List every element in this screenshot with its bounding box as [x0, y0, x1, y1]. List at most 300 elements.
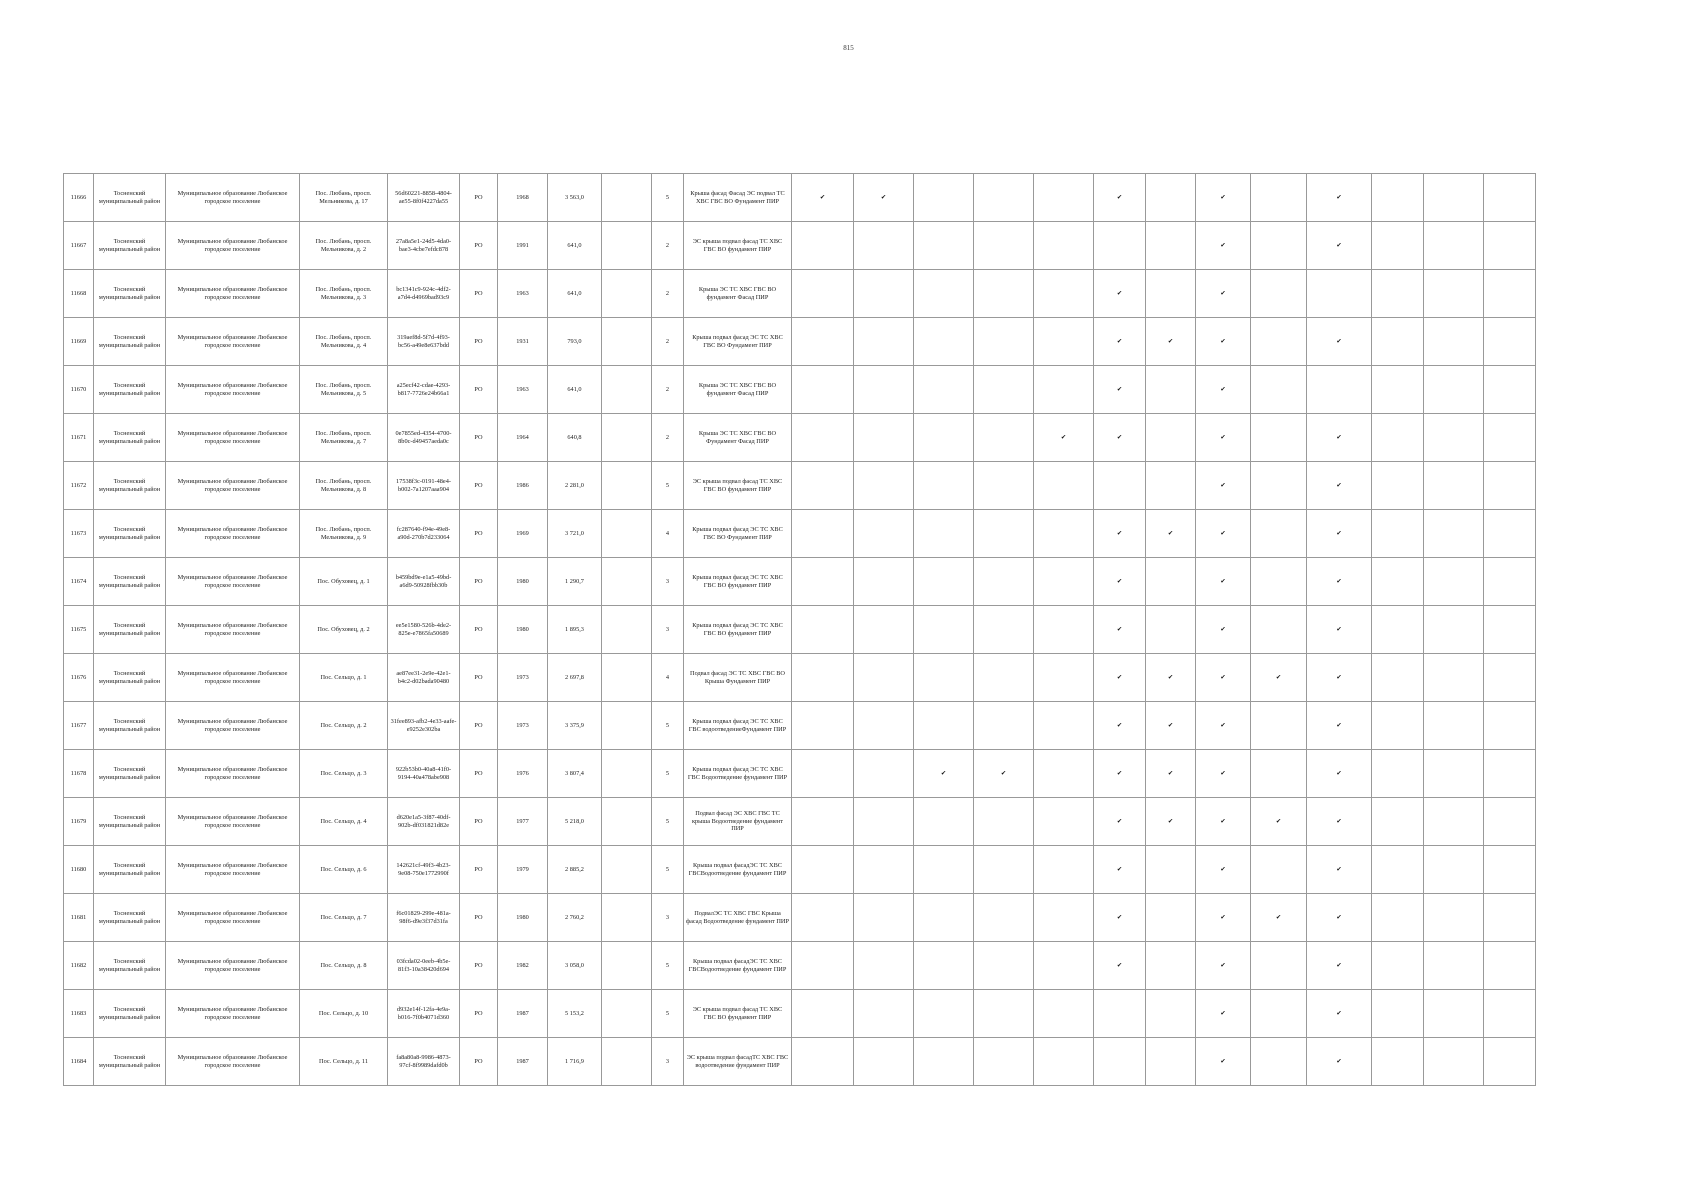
cell-empty: [1424, 414, 1484, 462]
check-mark-icon: ✔: [1094, 174, 1146, 222]
cell-empty: [1372, 750, 1424, 798]
check-mark-icon: ✔: [1094, 510, 1146, 558]
cell-type: РО: [460, 702, 498, 750]
cell-address: Пос. Любань, просп. Мельникова, д. 3: [300, 270, 388, 318]
cell-area: 1 716,9: [548, 1038, 602, 1086]
cell-empty: [1372, 798, 1424, 846]
cell-num: 11679: [64, 798, 94, 846]
cell-empty1: [602, 414, 652, 462]
check-mark-icon: ✔: [1307, 846, 1372, 894]
check-mark-icon: ✔: [1196, 654, 1251, 702]
check-mark-icon: ✔: [1307, 702, 1372, 750]
cell-empty: [1034, 1038, 1094, 1086]
cell-empty: [1372, 558, 1424, 606]
cell-district: Тосненский муниципальный район: [94, 558, 166, 606]
table-row: [64, 366, 1536, 414]
cell-empty: [1251, 1038, 1307, 1086]
cell-empty: [974, 702, 1034, 750]
cell-empty: [1146, 606, 1196, 654]
cell-works: Крыша подвал фасад ЭС ТС ХВС ГВС ВО фундамент ПИР: [684, 558, 792, 606]
check-mark-icon: ✔: [1307, 414, 1372, 462]
table-row: [64, 1038, 1536, 1086]
cell-area: 5 153,2: [548, 990, 602, 1038]
check-mark-icon: ✔: [1146, 750, 1196, 798]
cell-code: b459bd9e-e1a5-49bd-a6d9-50928fbb30b: [388, 558, 460, 606]
cell-municipality: Муниципальное образование Любанское городское поселение: [166, 174, 300, 222]
table-row: [64, 894, 1536, 942]
cell-empty: [792, 750, 854, 798]
cell-empty1: [602, 894, 652, 942]
cell-code: 31fee893-afb2-4e33-aafe-e9252e302ba: [388, 702, 460, 750]
cell-type: РО: [460, 846, 498, 894]
check-mark-icon: ✔: [1094, 270, 1146, 318]
cell-empty: [1424, 990, 1484, 1038]
cell-num: 11683: [64, 990, 94, 1038]
cell-district: Тосненский муниципальный район: [94, 270, 166, 318]
check-mark-icon: ✔: [1196, 462, 1251, 510]
cell-code: 922b53b0-40a8-41f0-9194-40a478abe908: [388, 750, 460, 798]
cell-works: Крыша фасад Фасад ЭС подвал ТС ХВС ГВС ВО Фундамент ПИР: [684, 174, 792, 222]
cell-empty: [854, 270, 914, 318]
cell-empty: [1424, 318, 1484, 366]
cell-area: 3 375,9: [548, 702, 602, 750]
cell-empty1: [602, 366, 652, 414]
cell-code: fc287640-f94e-49e8-a90d-270b7d233064: [388, 510, 460, 558]
cell-empty: [1146, 270, 1196, 318]
cell-num: 11674: [64, 558, 94, 606]
check-mark-icon: ✔: [1196, 942, 1251, 990]
cell-municipality: Муниципальное образование Любанское городское поселение: [166, 366, 300, 414]
cell-area: 641,0: [548, 222, 602, 270]
check-mark-icon: ✔: [1307, 318, 1372, 366]
cell-type: РО: [460, 750, 498, 798]
cell-empty: [1034, 846, 1094, 894]
check-mark-icon: ✔: [1196, 846, 1251, 894]
check-mark-icon: ✔: [1307, 894, 1372, 942]
check-mark-icon: ✔: [974, 750, 1034, 798]
cell-num: 11668: [64, 270, 94, 318]
cell-empty: [974, 414, 1034, 462]
cell-empty: [974, 174, 1034, 222]
cell-type: РО: [460, 942, 498, 990]
cell-empty: [792, 942, 854, 990]
cell-municipality: Муниципальное образование Любанское городское поселение: [166, 414, 300, 462]
cell-empty: [1372, 414, 1424, 462]
cell-empty: [1424, 270, 1484, 318]
cell-area: 3 721,0: [548, 510, 602, 558]
cell-empty: [1094, 1038, 1146, 1086]
cell-empty: [854, 990, 914, 1038]
cell-empty: [1034, 654, 1094, 702]
check-mark-icon: ✔: [1196, 318, 1251, 366]
cell-empty: [914, 414, 974, 462]
check-mark-icon: ✔: [1196, 270, 1251, 318]
cell-empty1: [602, 942, 652, 990]
cell-empty: [1484, 222, 1536, 270]
check-mark-icon: ✔: [1307, 558, 1372, 606]
cell-year: 1980: [498, 606, 548, 654]
cell-code: 142621cf-49f3-4b23-9e08-750e1772990f: [388, 846, 460, 894]
cell-empty: [1251, 222, 1307, 270]
cell-empty: [1034, 990, 1094, 1038]
cell-address: Пос. Сельцо, д. 2: [300, 702, 388, 750]
cell-empty: [974, 894, 1034, 942]
check-mark-icon: ✔: [914, 750, 974, 798]
cell-empty: [1034, 366, 1094, 414]
cell-area: 2 885,2: [548, 846, 602, 894]
cell-municipality: Муниципальное образование Любанское городское поселение: [166, 1038, 300, 1086]
check-mark-icon: ✔: [1251, 654, 1307, 702]
cell-empty1: [602, 558, 652, 606]
cell-empty: [1251, 846, 1307, 894]
cell-code: a25ecf42-cdae-4293-b817-7726e24b66a1: [388, 366, 460, 414]
cell-address: Пос. Сельцо, д. 3: [300, 750, 388, 798]
cell-empty: [914, 366, 974, 414]
check-mark-icon: ✔: [792, 174, 854, 222]
cell-code: ee5e1580-526b-4de2-825e-e7865fa50689: [388, 606, 460, 654]
cell-empty: [792, 222, 854, 270]
check-mark-icon: ✔: [1196, 702, 1251, 750]
cell-empty: [1424, 222, 1484, 270]
cell-empty: [1146, 990, 1196, 1038]
cell-code: 27a8a5e1-24d5-4da0-bae3-4cbe7efdc878: [388, 222, 460, 270]
cell-municipality: Муниципальное образование Любанское городское поселение: [166, 990, 300, 1038]
cell-empty: [854, 702, 914, 750]
cell-num: 11670: [64, 366, 94, 414]
table-row: [64, 750, 1536, 798]
cell-year: 1987: [498, 990, 548, 1038]
cell-year: 1973: [498, 702, 548, 750]
check-mark-icon: ✔: [1146, 654, 1196, 702]
cell-empty: [1034, 558, 1094, 606]
cell-empty: [914, 942, 974, 990]
cell-municipality: Муниципальное образование Любанское городское поселение: [166, 270, 300, 318]
cell-empty: [914, 654, 974, 702]
cell-type: РО: [460, 462, 498, 510]
cell-empty: [1251, 942, 1307, 990]
cell-municipality: Муниципальное образование Любанское городское поселение: [166, 558, 300, 606]
cell-empty: [1372, 222, 1424, 270]
cell-empty: [1424, 558, 1484, 606]
cell-district: Тосненский муниципальный район: [94, 366, 166, 414]
cell-type: РО: [460, 318, 498, 366]
cell-empty: [1146, 558, 1196, 606]
cell-empty: [1424, 174, 1484, 222]
cell-year: 1980: [498, 558, 548, 606]
cell-empty: [1424, 798, 1484, 846]
cell-district: Тосненский муниципальный район: [94, 750, 166, 798]
cell-empty: [1251, 270, 1307, 318]
cell-empty: [854, 942, 914, 990]
cell-empty: [974, 222, 1034, 270]
cell-code: bc1341c9-924c-4df2-a7d4-d4969bad93c9: [388, 270, 460, 318]
cell-type: РО: [460, 990, 498, 1038]
cell-year: 1982: [498, 942, 548, 990]
cell-works: Крыша подвал фасадЭС ТС ХВС ГВСВодоотведение фундамент ПИР: [684, 846, 792, 894]
cell-empty: [792, 270, 854, 318]
check-mark-icon: ✔: [1196, 558, 1251, 606]
table-row: [64, 702, 1536, 750]
cell-address: Пос. Любань, просп. Мельникова, д. 8: [300, 462, 388, 510]
cell-empty: [854, 750, 914, 798]
cell-type: РО: [460, 894, 498, 942]
cell-area: 3 563,0: [548, 174, 602, 222]
cell-empty: [1424, 366, 1484, 414]
cell-district: Тосненский муниципальный район: [94, 318, 166, 366]
cell-empty: [974, 558, 1034, 606]
cell-empty: [1372, 318, 1424, 366]
cell-empty: [914, 798, 974, 846]
cell-address: Пос. Сельцо, д. 6: [300, 846, 388, 894]
cell-empty1: [602, 174, 652, 222]
cell-address: Пос. Сельцо, д. 8: [300, 942, 388, 990]
cell-num: 11672: [64, 462, 94, 510]
cell-district: Тосненский муниципальный район: [94, 942, 166, 990]
cell-empty1: [602, 750, 652, 798]
cell-empty1: [602, 462, 652, 510]
cell-empty: [1251, 462, 1307, 510]
cell-empty: [1484, 990, 1536, 1038]
cell-empty: [1094, 222, 1146, 270]
cell-empty: [854, 462, 914, 510]
cell-district: Тосненский муниципальный район: [94, 1038, 166, 1086]
cell-empty: [914, 222, 974, 270]
cell-empty: [1424, 1038, 1484, 1086]
cell-works: Подвал фасад ЭС ХВС ГВС ТС крыша Водоотведение фундамент ПИР: [684, 798, 792, 846]
cell-empty: [914, 846, 974, 894]
check-mark-icon: ✔: [1196, 510, 1251, 558]
cell-municipality: Муниципальное образование Любанское городское поселение: [166, 942, 300, 990]
cell-num: 11678: [64, 750, 94, 798]
cell-year: 1987: [498, 1038, 548, 1086]
cell-floors: 5: [652, 942, 684, 990]
cell-area: 641,0: [548, 270, 602, 318]
cell-empty: [1146, 846, 1196, 894]
cell-year: 1964: [498, 414, 548, 462]
cell-empty: [914, 558, 974, 606]
cell-year: 1980: [498, 894, 548, 942]
cell-floors: 5: [652, 798, 684, 846]
cell-district: Тосненский муниципальный район: [94, 894, 166, 942]
cell-floors: 5: [652, 846, 684, 894]
table-row: [64, 510, 1536, 558]
cell-empty: [854, 558, 914, 606]
cell-empty: [974, 270, 1034, 318]
cell-empty: [854, 510, 914, 558]
cell-area: 3 058,0: [548, 942, 602, 990]
table-row: [64, 462, 1536, 510]
cell-municipality: Муниципальное образование Любанское городское поселение: [166, 798, 300, 846]
cell-empty: [914, 510, 974, 558]
check-mark-icon: ✔: [1094, 414, 1146, 462]
cell-type: РО: [460, 270, 498, 318]
check-mark-icon: ✔: [1196, 222, 1251, 270]
cell-empty: [1484, 174, 1536, 222]
cell-empty: [1034, 270, 1094, 318]
check-mark-icon: ✔: [1196, 366, 1251, 414]
cell-empty: [792, 558, 854, 606]
cell-empty1: [602, 990, 652, 1038]
cell-type: РО: [460, 174, 498, 222]
cell-empty: [974, 654, 1034, 702]
cell-year: 1973: [498, 654, 548, 702]
cell-code: 03fcda02-0eeb-4b5e-81f3-10a38420d694: [388, 942, 460, 990]
table-row: [64, 318, 1536, 366]
cell-empty: [1484, 894, 1536, 942]
table-row: [64, 798, 1536, 846]
cell-empty: [1372, 990, 1424, 1038]
cell-district: Тосненский муниципальный район: [94, 702, 166, 750]
cell-floors: 3: [652, 1038, 684, 1086]
cell-type: РО: [460, 654, 498, 702]
cell-works: Крыша подвал фасад ЭС ТС ХВС ГВС ВО Фундамент ПИР: [684, 510, 792, 558]
cell-address: Пос. Любань, просп. Мельникова, д. 7: [300, 414, 388, 462]
check-mark-icon: ✔: [1196, 750, 1251, 798]
cell-empty: [1424, 654, 1484, 702]
cell-floors: 5: [652, 750, 684, 798]
cell-code: f6c01829-299e-481a-98f6-d9e3f37d31fa: [388, 894, 460, 942]
cell-empty: [1146, 366, 1196, 414]
cell-area: 1 895,3: [548, 606, 602, 654]
cell-empty: [1424, 942, 1484, 990]
cell-type: РО: [460, 222, 498, 270]
cell-code: d620e1a5-3f87-40df-902b-df031821d82e: [388, 798, 460, 846]
cell-empty: [1251, 318, 1307, 366]
table-row: [64, 990, 1536, 1038]
check-mark-icon: ✔: [1094, 894, 1146, 942]
cell-empty: [1484, 798, 1536, 846]
cell-empty: [914, 318, 974, 366]
table-row: [64, 222, 1536, 270]
cell-num: 11666: [64, 174, 94, 222]
cell-empty: [1251, 366, 1307, 414]
cell-empty1: [602, 654, 652, 702]
cell-district: Тосненский муниципальный район: [94, 654, 166, 702]
cell-address: Пос. Обуховец, д. 2: [300, 606, 388, 654]
cell-area: 640,8: [548, 414, 602, 462]
cell-municipality: Муниципальное образование Любанское городское поселение: [166, 606, 300, 654]
cell-empty: [1484, 606, 1536, 654]
check-mark-icon: ✔: [1094, 942, 1146, 990]
check-mark-icon: ✔: [1094, 558, 1146, 606]
cell-empty: [1372, 462, 1424, 510]
cell-empty: [1372, 606, 1424, 654]
cell-empty: [1307, 366, 1372, 414]
cell-empty: [792, 798, 854, 846]
cell-type: РО: [460, 1038, 498, 1086]
cell-empty: [854, 1038, 914, 1086]
cell-empty: [854, 798, 914, 846]
cell-empty: [854, 606, 914, 654]
cell-num: 11677: [64, 702, 94, 750]
cell-works: ЭС крыша подвал фасад ТС ХВС ГВС ВО фундамент ПИР: [684, 222, 792, 270]
check-mark-icon: ✔: [1146, 318, 1196, 366]
cell-empty: [1484, 462, 1536, 510]
cell-empty1: [602, 318, 652, 366]
page-number: 815: [843, 44, 854, 52]
cell-empty: [974, 462, 1034, 510]
cell-empty: [792, 510, 854, 558]
check-mark-icon: ✔: [854, 174, 914, 222]
check-mark-icon: ✔: [1094, 798, 1146, 846]
cell-code: 0e7855ed-4354-4700-8b0c-d49457aeda0c: [388, 414, 460, 462]
check-mark-icon: ✔: [1094, 318, 1146, 366]
table-row: [64, 174, 1536, 222]
cell-num: 11681: [64, 894, 94, 942]
cell-works: Крыша подвал фасадЭС ТС ХВС ГВСВодоотведение фундамент ПИР: [684, 942, 792, 990]
cell-empty: [854, 366, 914, 414]
cell-floors: 3: [652, 606, 684, 654]
cell-works: ЭС крыша подвал фасад ТС ХВС ГВС ВО фундамент ПИР: [684, 990, 792, 1038]
cell-empty1: [602, 222, 652, 270]
cell-year: 1977: [498, 798, 548, 846]
cell-floors: 2: [652, 366, 684, 414]
cell-address: Пос. Любань, просп. Мельникова, д. 9: [300, 510, 388, 558]
check-mark-icon: ✔: [1094, 654, 1146, 702]
cell-area: 2 697,8: [548, 654, 602, 702]
cell-empty: [1484, 270, 1536, 318]
cell-empty: [792, 462, 854, 510]
cell-empty: [1034, 894, 1094, 942]
cell-empty: [1146, 894, 1196, 942]
cell-address: Пос. Любань, просп. Мельникова, д. 2: [300, 222, 388, 270]
cell-empty: [1034, 510, 1094, 558]
cell-empty: [1146, 414, 1196, 462]
cell-municipality: Муниципальное образование Любанское городское поселение: [166, 750, 300, 798]
cell-empty: [1424, 846, 1484, 894]
check-mark-icon: ✔: [1146, 798, 1196, 846]
cell-works: Крыша ЭС ТС ХВС ГВС ВО Фундамент Фасад ПИР: [684, 414, 792, 462]
cell-empty: [1372, 894, 1424, 942]
cell-address: Пос. Сельцо, д. 1: [300, 654, 388, 702]
cell-empty: [1034, 798, 1094, 846]
cell-year: 1991: [498, 222, 548, 270]
cell-empty: [1146, 462, 1196, 510]
cell-area: 2 760,2: [548, 894, 602, 942]
cell-empty: [1424, 702, 1484, 750]
cell-address: Пос. Сельцо, д. 10: [300, 990, 388, 1038]
cell-empty: [1146, 1038, 1196, 1086]
cell-works: Крыша ЭС ТС ХВС ГВС ВО фундамент Фасад ПИР: [684, 270, 792, 318]
cell-empty: [792, 606, 854, 654]
cell-empty: [914, 606, 974, 654]
check-mark-icon: ✔: [1307, 654, 1372, 702]
cell-type: РО: [460, 366, 498, 414]
cell-empty: [914, 270, 974, 318]
check-mark-icon: ✔: [1251, 894, 1307, 942]
cell-area: 793,0: [548, 318, 602, 366]
check-mark-icon: ✔: [1094, 366, 1146, 414]
cell-address: Пос. Любань, просп. Мельникова, д. 4: [300, 318, 388, 366]
cell-year: 1979: [498, 846, 548, 894]
cell-empty: [1372, 654, 1424, 702]
cell-district: Тосненский муниципальный район: [94, 606, 166, 654]
cell-empty: [792, 318, 854, 366]
cell-empty: [1424, 462, 1484, 510]
cell-num: 11680: [64, 846, 94, 894]
cell-code: ae87ee31-2e9e-42e1-b4c2-d02bada90480: [388, 654, 460, 702]
cell-works: ЭС крыша подвал фасад ТС ХВС ГВС ВО фундамент ПИР: [684, 462, 792, 510]
check-mark-icon: ✔: [1307, 990, 1372, 1038]
cell-floors: 5: [652, 990, 684, 1038]
check-mark-icon: ✔: [1307, 1038, 1372, 1086]
check-mark-icon: ✔: [1307, 174, 1372, 222]
cell-empty: [1372, 846, 1424, 894]
cell-address: Пос. Сельцо, д. 7: [300, 894, 388, 942]
cell-year: 1963: [498, 366, 548, 414]
cell-code: 17538f3c-0191-48e4-b002-7a1207aaa904: [388, 462, 460, 510]
check-mark-icon: ✔: [1251, 798, 1307, 846]
